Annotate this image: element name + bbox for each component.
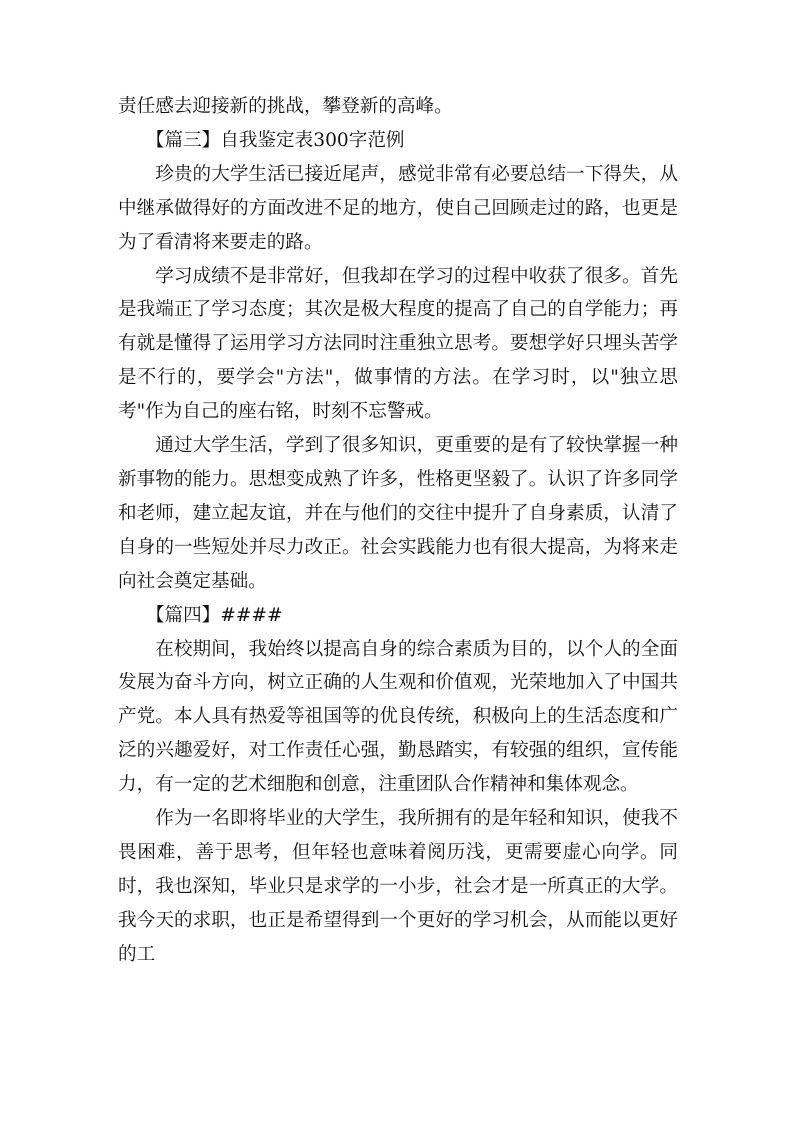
paragraph: 通过大学生活，学到了很多知识，更重要的是有了较快掌握一种新事物的能力。思想变成熟了许多，性格更坚毅了。认识了许多同学和老师，建立起友谊，并在与他们的交往中提升了自身素质，认清了自身的一些短处并尽力改正。社会实践能力也有很大提高，为将来走向社会奠定基础。 (118, 435, 678, 592)
paragraph: 学习成绩不是非常好，但我却在学习的过程中收获了很多。首先是我端正了学习态度；其次是极大程度的提高了自己的自学能力；再有就是懂得了运用学习方法同时注重独立思考。要想学好只埋头苦学是不行的，要学会"方法"，做事情的方法。在学习时，以"独立思考"作为自己的座右铭，时刻不忘警戒。 (118, 265, 678, 423)
paragraph-continuation: 责任感去迎接新的挑战，攀登新的高峰。 (118, 96, 453, 117)
paragraph: 在校期间，我始终以提高自身的综合素质为目的，以个人的全面发展为奋斗方向，树立正确的人生观和价值观，光荣地加入了中国共产党。本人具有热爱等祖国等的优良传统，积极向上的生活态度和广泛的兴趣爱好，对工作责任心强，勤恳踏实，有较强的组织，宣传能力，有一定的艺术细胞和创意，注重团队合作精神和集体观念。 (118, 638, 678, 796)
document-body (118, 90, 678, 972)
paragraph: 珍贵的大学生活已接近尾声，感觉非常有必要总结一下得失，从中继承做得好的方面改进不足的地方，使自己回顾走过的路，也更是为了看清将来要走的路。 (118, 163, 678, 253)
section-heading-4: 【篇四】#### (145, 604, 283, 626)
section-heading-3: 【篇三】自我鉴定表300字范例 (145, 129, 405, 151)
paragraph: 作为一名即将毕业的大学生，我所拥有的是年轻和知识，使我不畏困难，善于思考，但年轻也意味着阅历浅，更需要虚心向学。同时，我也深知，毕业只是求学的一小步，社会才是一所真正的大学。我今天的求职，也正是希望得到一个更好的学习机会，从而能以更好的工 (118, 808, 678, 965)
